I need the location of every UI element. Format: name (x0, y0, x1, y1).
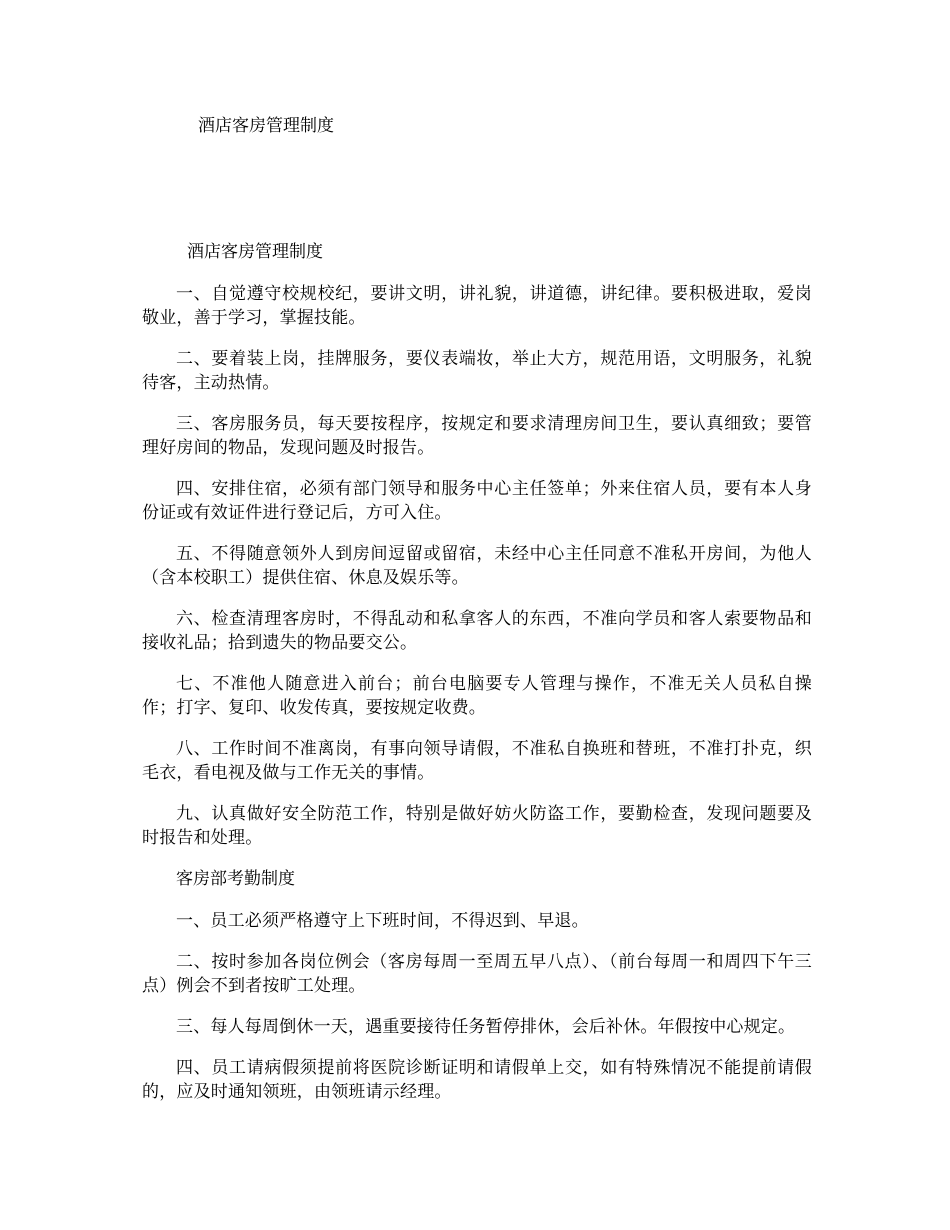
rule-item: 九、认真做好安全防范工作，特别是做好妨火防盗工作，要勤检查，发现问题要及时报告和处理。 (142, 804, 812, 848)
attendance-item: 二、按时参加各岗位例会（客房每周一至周五早八点）、（前台每周一和周四下午三点）例会不到者按旷工处理。 (142, 952, 812, 996)
rule-item: 二、要着装上岗，挂牌服务，要仪表端妆，举止大方，规范用语，文明服务，礼貌待客，主动热情。 (142, 349, 812, 393)
attendance-item: 四、员工请病假须提前将医院诊断证明和请假单上交，如有特殊情况不能提前请假的，应及时通知领班，由领班请示经理。 (142, 1058, 812, 1102)
rule-item: 六、检查清理客房时，不得乱动和私拿客人的东西，不准向学员和客人索要物品和接收礼品；拾到遗失的物品要交公。 (142, 609, 812, 653)
section-heading-rules: 酒店客房管理制度 (187, 242, 323, 262)
rule-item: 八、工作时间不准离岗，有事向领导请假，不准私自换班和替班，不准打扑克，织毛衣，看电视及做与工作无关的事情。 (142, 739, 812, 783)
rule-item: 七、不准他人随意进入前台；前台电脑要专人管理与操作，不准无关人员私自操作；打字、复印、收发传真，要按规定收费。 (142, 674, 812, 718)
rule-item: 一、自觉遵守校规校纪，要讲文明，讲礼貌，讲道德，讲纪律。要积极进取，爱岗敬业，善于学习，掌握技能。 (142, 284, 812, 328)
attendance-item: 一、员工必须严格遵守上下班时间，不得迟到、早退。 (176, 911, 589, 931)
section-heading-attendance: 客房部考勤制度 (176, 869, 295, 889)
rule-item: 五、不得随意领外人到房间逗留或留宿，未经中心主任同意不准私开房间，为他人（含本校职工）提供住宿、休息及娱乐等。 (142, 544, 812, 588)
rule-item: 三、客房服务员，每天要按程序，按规定和要求清理房间卫生，要认真细致；要管理好房间的物品，发现问题及时报告。 (142, 414, 812, 458)
document-title: 酒店客房管理制度 (198, 116, 334, 136)
document-body (142, 240, 812, 1104)
attendance-item: 三、每人每周倒休一天，遇重要接待任务暂停排休，会后补休。年假按中心规定。 (176, 1017, 796, 1037)
rule-item: 四、安排住宿，必须有部门领导和服务中心主任签单；外来住宿人员，要有本人身份证或有效证件进行登记后，方可入住。 (142, 479, 812, 523)
